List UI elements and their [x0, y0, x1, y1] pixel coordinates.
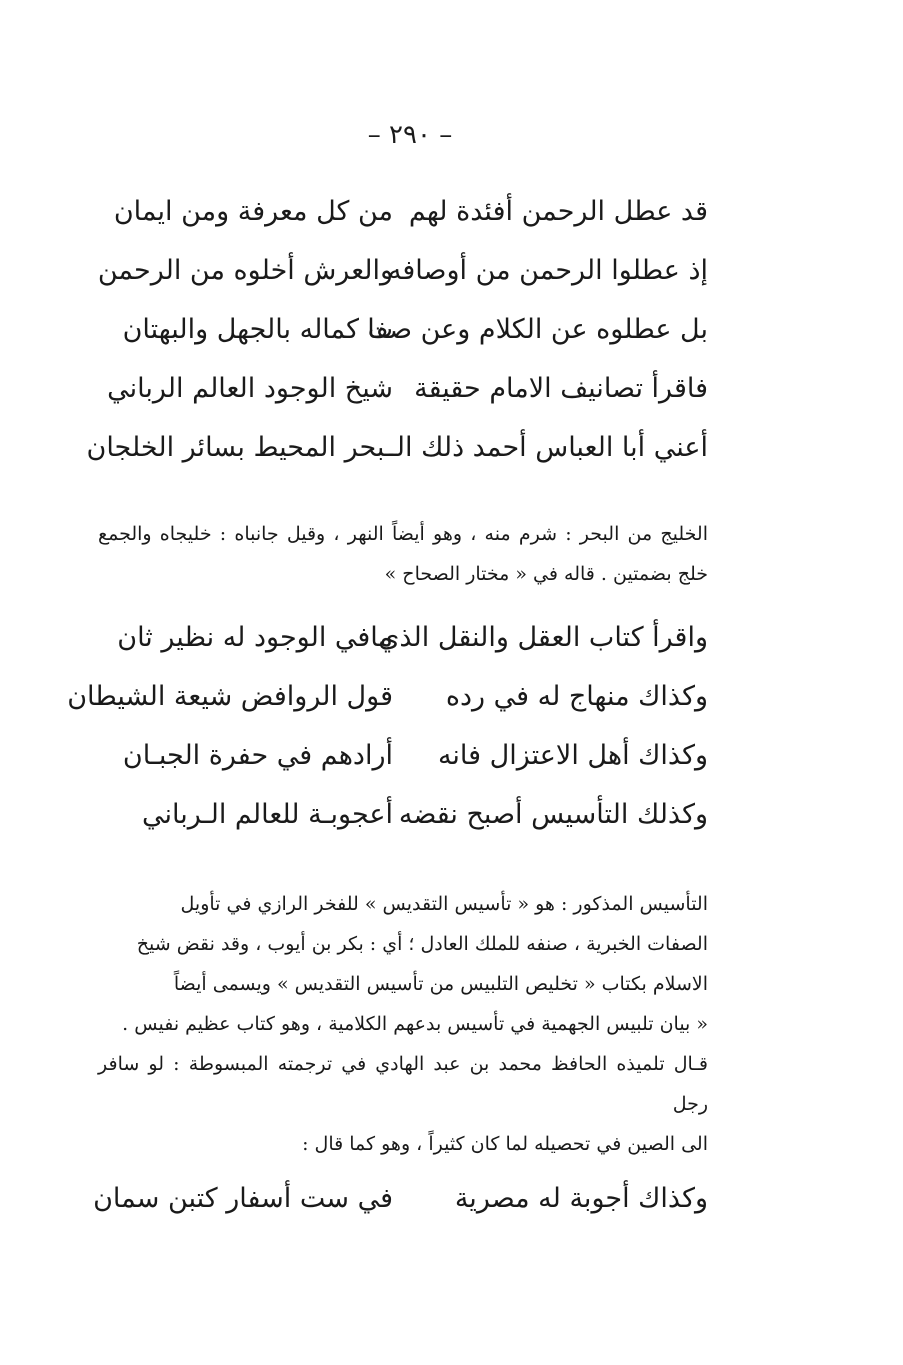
- verse-block-2: [67, 622, 708, 858]
- page-number: – ٢٩٠ –: [367, 120, 453, 150]
- verse-first-hemistich: وكذلك التأسيس أصبح نقضه: [398, 799, 708, 830]
- verse-block-3: [93, 1183, 708, 1242]
- verse-line: [108, 196, 708, 255]
- footnote-line: الصفات الخبرية ، صنفه للملك العادل ؛ أي : بكر بن أيوب ، وقد نقض شيخ: [136, 933, 708, 955]
- footnote-khalij: [98, 514, 708, 594]
- verse-second-hemistich: شيخ الوجود العالم الرباني: [107, 373, 393, 404]
- verse-second-hemistich: مافي الوجود له نظير ثان: [117, 622, 393, 653]
- verse-second-hemistich: في ست أسفار كتبن سمان: [93, 1183, 393, 1214]
- verse-first-hemistich: قد عطل الرحمن أفئدة لهم: [408, 196, 708, 227]
- verse-second-hemistich: والعرش أخلوه من الرحمن: [97, 255, 393, 286]
- verse-first-hemistich: واقرأ كتاب العقل والنقل الذي: [378, 622, 708, 653]
- verse-block-1: [86, 196, 708, 491]
- verse-line: [86, 432, 708, 491]
- verse-line: [97, 255, 708, 314]
- footnote-line: الى الصين في تحصيله لما كان كثيراً ، وهو كما قال :: [302, 1133, 708, 1155]
- verse-line: [67, 681, 708, 740]
- verse-second-hemistich: أعجوبـة للعالم الـرباني: [142, 799, 393, 830]
- verse-line: [108, 740, 708, 799]
- verse-first-hemistich: بل عطلوه عن الكلام وعن صفا: [367, 314, 708, 345]
- verse-second-hemistich: قول الروافض شيعة الشيطان: [67, 681, 393, 712]
- verse-first-hemistich: وكذاك أهل الاعتزال فانه: [437, 740, 708, 771]
- verse-first-hemistich: فاقرأ تصانيف الامام حقيقة: [414, 373, 708, 404]
- verse-line: [108, 622, 708, 681]
- footnote-line: قـال تلميذه الحافظ محمد بن عبد الهادي في ترجمته المبسوطة : لو سافر رجل: [98, 1053, 708, 1115]
- verse-first-hemistich: وكذاك أجوبة له مصرية: [454, 1183, 708, 1214]
- verse-line: [108, 799, 708, 858]
- verse-first-hemistich: إذ عطلوا الرحمن من أوصافه: [387, 255, 708, 286]
- footnote-line: التأسيس المذكور : هو « تأسيس التقديس » للفخر الرازي في تأويل: [180, 893, 708, 915]
- verse-first-hemistich: وكذاك منهاج له في رده: [445, 681, 708, 712]
- verse-second-hemistich: أرادهم في حفرة الجبـان: [122, 740, 393, 771]
- verse-second-hemistich: ت كماله بالجهل والبهتان: [122, 314, 393, 345]
- verse-second-hemistich: ـبحر المحيط بسائر الخلجان: [86, 432, 393, 463]
- verse-first-hemistich: أعني أبا العباس أحمد ذلك الـ: [388, 432, 708, 463]
- footnote-line: الاسلام بكتاب « تخليص التلبيس من تأسيس التقديس » ويسمى أيضاً: [173, 973, 708, 995]
- footnote-line: « بيان تلبيس الجهمية في تأسيس بدعهم الكلامية ، وهو كتاب عظيم نفيس .: [122, 1013, 708, 1035]
- verse-line: [93, 1183, 708, 1242]
- verse-second-hemistich: من كل معرفة ومن ايمان: [113, 196, 393, 227]
- footnote-text: الخليج من البحر : شرم منه ، وهو أيضاً النهر ، وقيل جانباه : خليجاه والجمع خلج بضمتين . قاله في « مختار الصحاح »: [98, 523, 708, 585]
- verse-line: [108, 373, 708, 432]
- footnote-tasis: [98, 884, 708, 1164]
- verse-line: [108, 314, 708, 373]
